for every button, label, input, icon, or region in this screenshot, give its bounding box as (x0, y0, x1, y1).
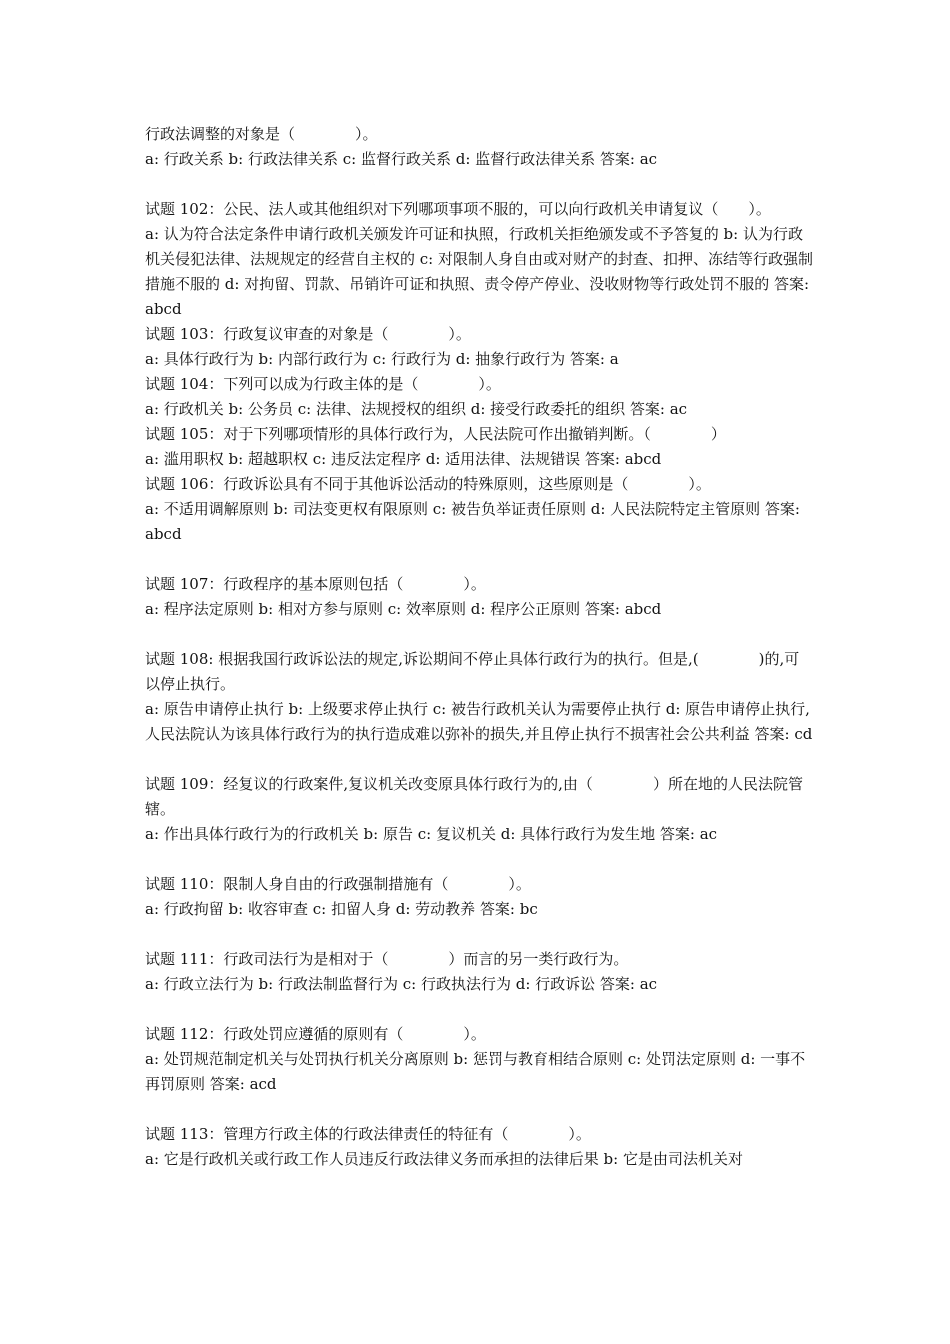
question-text: 试题 104：下列可以成为行政主体的是（ ）。 (145, 375, 501, 393)
question-text: 试题 111：行政司法行为是相对于（ ）而言的另一类行政行为。 (145, 950, 629, 968)
answer-options: a: 它是行政机关或行政工作人员违反行政法律义务而承担的法律后果 b: 它是由司法机关对 (145, 1150, 743, 1168)
question-text: 试题 109：经复议的行政案件,复议机关改变原具体行政行为的,由（ ）所在地的人民法院管辖。 (145, 775, 803, 818)
question-text: 试题 106：行政诉讼具有不同于其他诉讼活动的特殊原则，这些原则是（ ）。 (145, 475, 711, 493)
question-107 (145, 572, 813, 622)
question-105 (145, 422, 813, 472)
question-112 (145, 1022, 813, 1097)
answer-options: a: 原告申请停止执行 b: 上级要求停止执行 c: 被告行政机关认为需要停止执行 d: 原告申请停止执行,人民法院认为该具体行政行为的执行造成难以弥补的损失,并且停止执行不损害社会公共利益 答案: cd (145, 700, 813, 743)
question-text: 试题 108: 根据我国行政诉讼法的规定,诉讼期间不停止具体行政行为的执行。但是,( )的,可以停止执行。 (145, 650, 800, 693)
question-106 (145, 472, 813, 547)
question-101 (145, 122, 813, 172)
answer-options: a: 行政关系 b: 行政法律关系 c: 监督行政关系 d: 监督行政法律关系 答案: ac (145, 150, 658, 168)
answer-options: a: 行政立法行为 b: 行政法制监督行为 c: 行政执法行为 d: 行政诉讼 答案: ac (145, 975, 658, 993)
question-text: 试题 113：管理方行政主体的行政法律责任的特征有（ ）。 (145, 1125, 591, 1143)
document-body (145, 122, 813, 1172)
question-109 (145, 772, 813, 847)
question-text: 试题 103：行政复议审查的对象是（ ）。 (145, 325, 471, 343)
question-108 (145, 647, 813, 747)
question-110 (145, 872, 813, 922)
question-111 (145, 947, 813, 997)
answer-options: a: 不适用调解原则 b: 司法变更权有限原则 c: 被告负举证责任原则 d: 人民法院特定主管原则 答案: abcd (145, 500, 800, 543)
answer-options: a: 滥用职权 b: 超越职权 c: 违反法定程序 d: 适用法律、法规错误 答案: abcd (145, 450, 662, 468)
answer-options: a: 行政拘留 b: 收容审查 c: 扣留人身 d: 劳动教养 答案: bc (145, 900, 538, 918)
question-text: 行政法调整的对象是（ ）。 (145, 125, 378, 143)
question-text: 试题 102：公民、法人或其他组织对下列哪项事项不服的，可以向行政机关申请复议（ ）。 (145, 200, 771, 218)
question-text: 试题 112：行政处罚应遵循的原则有（ ）。 (145, 1025, 486, 1043)
answer-options: a: 处罚规范制定机关与处罚执行机关分离原则 b: 惩罚与教育相结合原则 c: 处罚法定原则 d: 一事不再罚原则 答案: acd (145, 1050, 806, 1093)
answer-options: a: 程序法定原则 b: 相对方参与原则 c: 效率原则 d: 程序公正原则 答案: abcd (145, 600, 662, 618)
question-103 (145, 322, 813, 372)
answer-options: a: 具体行政行为 b: 内部行政行为 c: 行政行为 d: 抽象行政行为 答案: a (145, 350, 619, 368)
question-text: 试题 105：对于下列哪项情形的具体行政行为，人民法院可作出撤销判断。（ ） (145, 425, 726, 443)
question-text: 试题 110：限制人身自由的行政强制措施有（ ）。 (145, 875, 531, 893)
question-113 (145, 1122, 813, 1172)
question-102 (145, 197, 813, 322)
answer-options: a: 行政机关 b: 公务员 c: 法律、法规授权的组织 d: 接受行政委托的组织 答案: ac (145, 400, 688, 418)
question-text: 试题 107：行政程序的基本原则包括（ ）。 (145, 575, 486, 593)
answer-options: a: 认为符合法定条件申请行政机关颁发许可证和执照，行政机关拒绝颁发或不予答复的 b: 认为行政机关侵犯法律、法规规定的经营自主权的 c: 对限制人身自由或对财产的封查、扣押、冻结等行政强制措施不服的 d: 对拘留、罚款、吊销许可证和执照、责令停产停业、没收财物等行政处罚不服的 答案: abcd (145, 225, 813, 318)
answer-options: a: 作出具体行政行为的行政机关 b: 原告 c: 复议机关 d: 具体行政行为发生地 答案: ac (145, 825, 718, 843)
question-104 (145, 372, 813, 422)
